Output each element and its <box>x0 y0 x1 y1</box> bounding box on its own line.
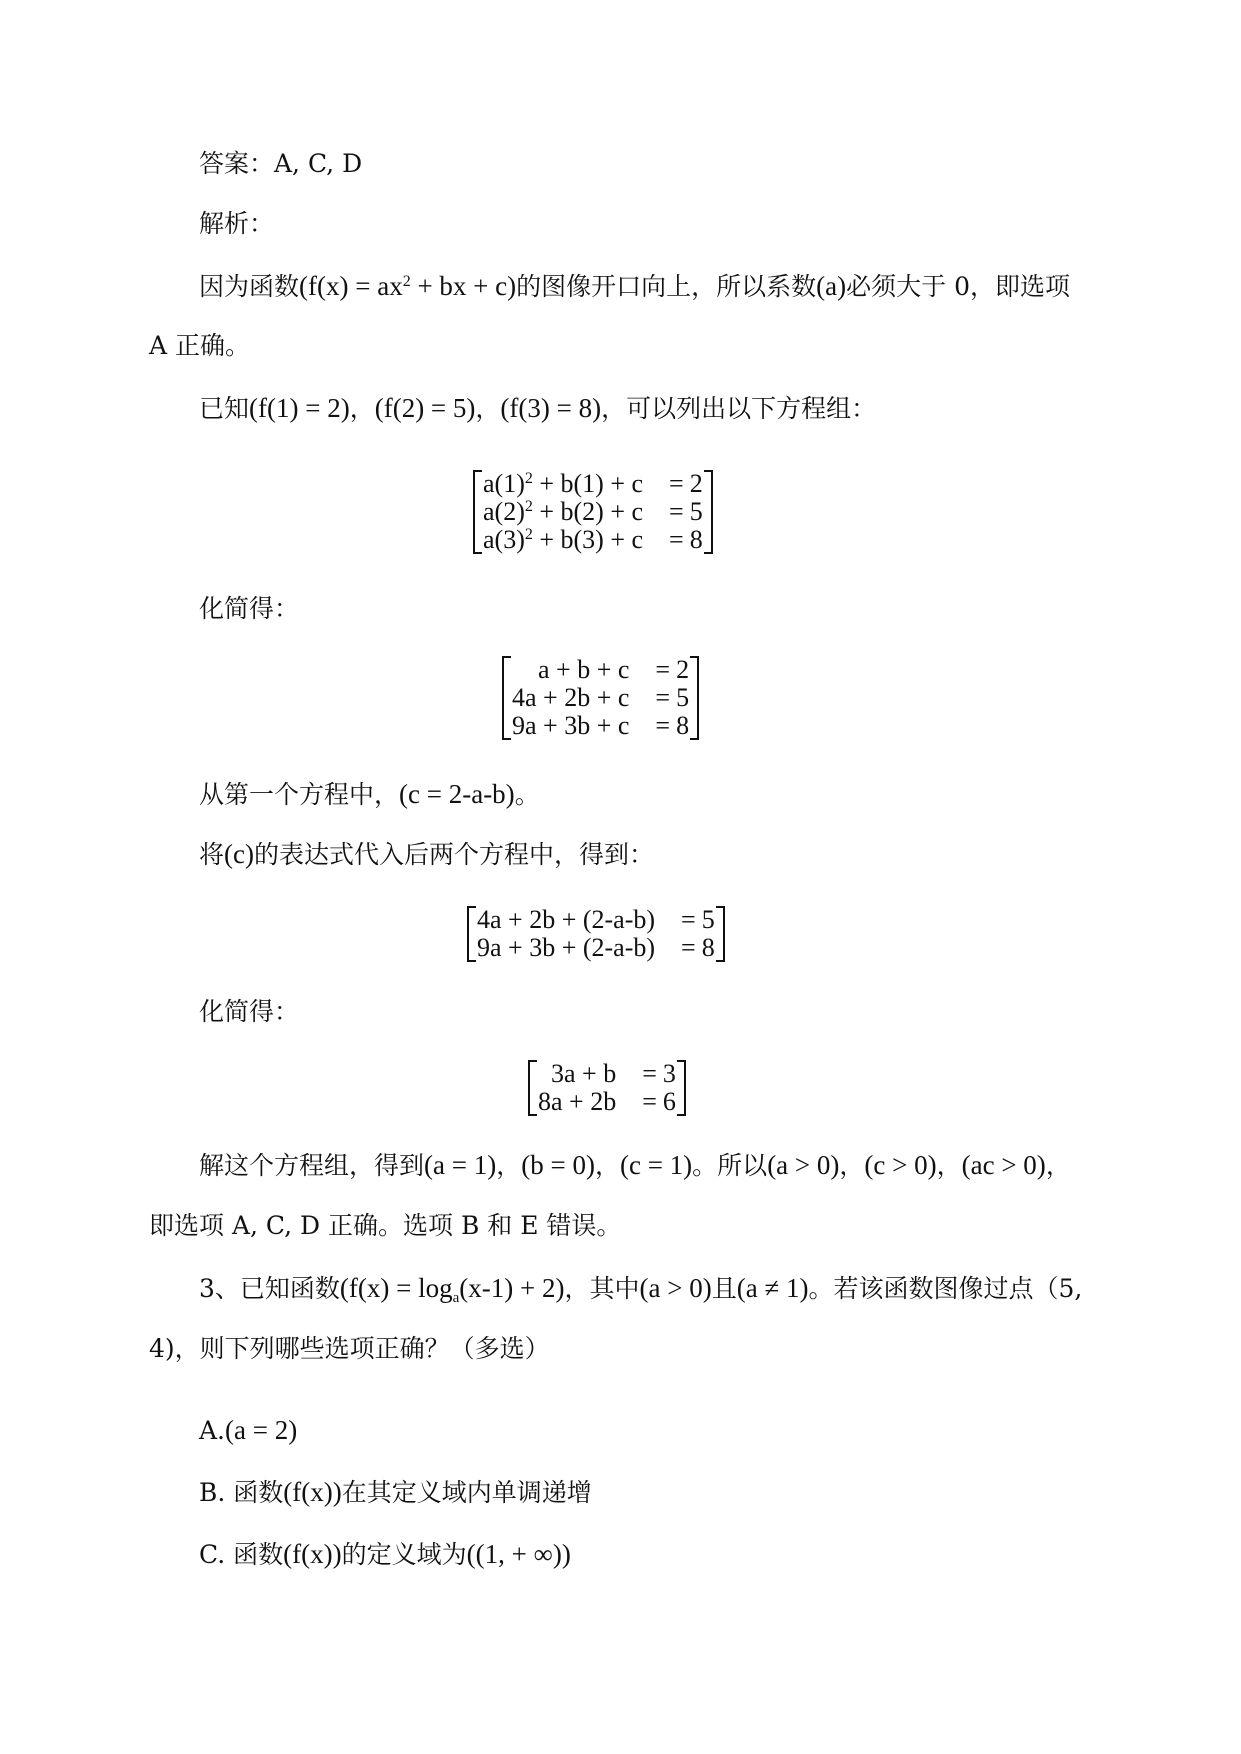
text: 解这个方程组，得到 <box>199 1151 425 1180</box>
paragraph-5-continued: 即选项 A, C, D 正确。选项 B 和 E 错误。 <box>149 1211 622 1240</box>
equation-row: $a(3)^2 + b(3) + c$ = 8 <box>483 525 703 554</box>
paragraph-5 <box>199 1149 1071 1182</box>
option-a <box>199 1414 297 1447</box>
math-expression: (c = 2-a-b) <box>399 779 515 809</box>
equation-row: a + b + c = 2 <box>538 655 690 684</box>
text: ，可以列出以下方程组： <box>601 394 877 423</box>
equation-system-2 <box>502 656 699 740</box>
text: ，其中 <box>564 1274 640 1303</box>
text: ， <box>936 1151 962 1180</box>
equation-system-4 <box>528 1060 686 1116</box>
text: 将 <box>199 840 225 869</box>
math-expression: (ac > 0) <box>961 1150 1046 1180</box>
math-expression: (c = 1) <box>619 1150 693 1180</box>
paragraph-4 <box>199 838 654 871</box>
equation-row: $a(2)^2 + b(2) + c$ = 5 <box>483 497 703 526</box>
text: ， <box>496 1151 522 1180</box>
text: 的定义域为 <box>341 1540 467 1569</box>
text: ， <box>1045 1151 1071 1180</box>
paragraph-3 <box>199 778 540 811</box>
text: ， <box>475 394 501 423</box>
text: 且 <box>711 1274 737 1303</box>
text: 因为函数 <box>199 272 300 301</box>
equation-row: 8a + 2b = 6 <box>538 1087 676 1116</box>
equation-system-1 <box>473 470 713 554</box>
text: 的表达式代入后两个方程中，得到： <box>253 840 654 869</box>
math-expression: (a ≠ 1) <box>736 1273 809 1303</box>
text: ， <box>839 1151 865 1180</box>
equation-row: 9a + 3b + (2-a-b) = 8 <box>477 933 715 962</box>
math-expression: (b = 0) <box>521 1150 595 1180</box>
option-label: C. 函数 <box>199 1540 284 1569</box>
analysis-heading: 解析： <box>199 209 275 238</box>
text: 3、已知函数 <box>199 1274 340 1303</box>
equation-row: 3a + b = 3 <box>551 1059 676 1088</box>
text: 。 <box>514 780 540 809</box>
option-label: B. 函数 <box>199 1478 284 1507</box>
text: 在其定义域内单调递增 <box>341 1478 592 1507</box>
paragraph-1-continued: A 正确。 <box>149 331 251 360</box>
text: ， <box>594 1151 620 1180</box>
math-expression: (a) <box>816 271 847 301</box>
math-expression: $(f(x) = \log_a(x-1) + 2)$ <box>339 1273 565 1306</box>
text: 的图像开口向上，所以系数 <box>516 272 817 301</box>
equation-row: 9a + 3b + c = 8 <box>512 711 690 740</box>
option-b <box>199 1476 592 1509</box>
math-expression: (a = 1) <box>424 1150 497 1180</box>
math-expression: (c > 0) <box>864 1150 937 1180</box>
math-expression: (f(1) = 2) <box>249 393 350 423</box>
equation-row: $a(1)^2 + b(1) + c$ = 2 <box>483 469 703 498</box>
paragraph-2 <box>199 392 876 425</box>
equation-row: 4a + 2b + (2-a-b) = 5 <box>477 905 715 934</box>
simplify-label-2: 化简得： <box>199 997 300 1026</box>
math-expression: (f(2) = 5) <box>374 393 476 423</box>
text: 已知 <box>199 394 250 423</box>
equation-system-3 <box>467 906 725 962</box>
math-expression: (f(3) = 8) <box>500 393 602 423</box>
math-expression: ($f(x) = ax^2$ + bx + c) <box>299 271 517 301</box>
option-label: A. <box>199 1416 226 1445</box>
simplify-label-1: 化简得： <box>199 594 300 623</box>
question-3 <box>199 1272 1082 1305</box>
math-expression: (f(x)) <box>283 1539 342 1569</box>
text: 。所以 <box>692 1151 768 1180</box>
paragraph-1 <box>199 270 1070 303</box>
question-3-continued: 4)，则下列哪些选项正确？（多选） <box>149 1334 550 1363</box>
text: 必须大于 0，即选项 <box>846 272 1070 301</box>
math-expression: (a > 0) <box>639 1273 712 1303</box>
math-expression: (f(x)) <box>283 1477 342 1507</box>
math-expression: (a = 2) <box>225 1415 298 1445</box>
math-expression: (c) <box>224 839 254 869</box>
equation-row: 4a + 2b + c = 5 <box>512 683 690 712</box>
math-expression: (a > 0) <box>767 1150 840 1180</box>
math-expression: ((1, + ∞)) <box>466 1539 571 1569</box>
text: 从第一个方程中， <box>199 780 400 809</box>
option-c <box>199 1538 571 1571</box>
answer-line: 答案：A, C, D <box>199 149 363 178</box>
text: ， <box>349 394 375 423</box>
text: 。若该函数图像过点（5, <box>808 1274 1083 1303</box>
